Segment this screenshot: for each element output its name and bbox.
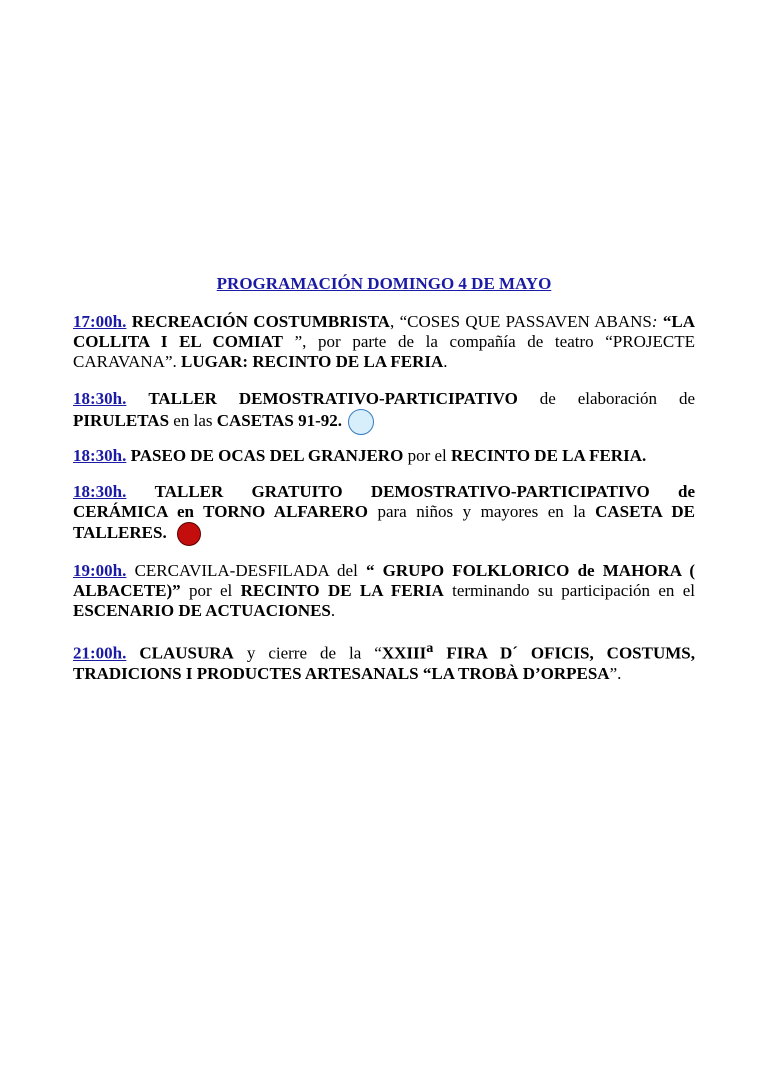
event-text: por el bbox=[403, 446, 451, 465]
event-location: CASETA DE TALLERES. bbox=[73, 502, 695, 542]
event-highlight: XXIII bbox=[381, 643, 427, 663]
event-title: RECREACIÓN COSTUMBRISTA bbox=[131, 312, 390, 331]
event-text: de elaboración de bbox=[517, 389, 696, 408]
event-location: LUGAR: RECINTO DE LA FERIA bbox=[181, 352, 444, 371]
event-superscript: a bbox=[426, 640, 434, 656]
event-text: terminando su participación en el bbox=[443, 581, 695, 600]
light-blue-circle-icon bbox=[348, 409, 374, 435]
event-time: 18:30h. bbox=[73, 482, 127, 501]
event-highlight: PIRULETAS bbox=[73, 410, 170, 430]
event-location: RECINTO DE LA FERIA bbox=[240, 581, 444, 600]
event-entry-2 bbox=[73, 389, 695, 435]
event-location: ESCENARIO DE ACTUACIONES bbox=[73, 601, 331, 620]
event-time: 18:30h. bbox=[73, 389, 127, 408]
event-time: 19:00h. bbox=[73, 561, 127, 580]
event-title: PASEO DE OCAS DEL GRANJERO bbox=[130, 446, 404, 465]
event-text: . bbox=[443, 352, 448, 371]
event-text: , “COSES QUE PASSAVEN ABANS bbox=[389, 312, 652, 331]
event-highlight: FIRA D´ OFICIS, COSTUMS, TRADICIONS I PRODUCTES ARTESANALS “LA TROBÀ D’ORPESA bbox=[73, 643, 696, 683]
event-title: “ GRUPO FOLKLORICO de MAHORA ( ALBACETE)” bbox=[73, 561, 695, 600]
event-text: para niños y mayores en la bbox=[367, 502, 596, 521]
event-highlight: “LA COLLITA I EL COMIAT bbox=[73, 312, 695, 351]
event-text: y cierre de la “ bbox=[233, 643, 382, 663]
event-time: 21:00h. bbox=[73, 643, 127, 663]
event-text: ”, por parte de la compañía de teatro “PROJECTE CARAVANA”. bbox=[73, 332, 695, 371]
red-circle-icon bbox=[177, 522, 201, 546]
event-text: . bbox=[330, 601, 336, 620]
event-entry-4 bbox=[73, 482, 695, 546]
event-time: 18:30h. bbox=[73, 446, 127, 465]
event-title: CLAUSURA bbox=[139, 643, 234, 663]
event-text: por el bbox=[180, 581, 241, 600]
event-entry-3 bbox=[73, 446, 695, 466]
event-text: en las bbox=[169, 410, 217, 430]
event-title: TALLER GRATUITO DEMOSTRATIVO-PARTICIPATIVO de CERÁMICA en TORNO ALFARERO bbox=[73, 482, 695, 521]
event-time: 17:00h. bbox=[73, 312, 127, 331]
event-entry-5 bbox=[73, 561, 695, 621]
event-text: CERCAVILA-DESFILADA del bbox=[134, 561, 366, 580]
event-text: : bbox=[651, 312, 663, 331]
event-location: CASETAS 91-92. bbox=[216, 410, 343, 430]
event-title: TALLER DEMOSTRATIVO-PARTICIPATIVO bbox=[148, 389, 518, 408]
event-location: RECINTO DE LA FERIA. bbox=[451, 446, 647, 465]
page-title: PROGRAMACIÓN DOMINGO 4 DE MAYO bbox=[216, 274, 552, 293]
event-entry-6 bbox=[73, 638, 695, 684]
event-text: ”. bbox=[609, 663, 622, 683]
event-entry-1 bbox=[73, 312, 695, 372]
